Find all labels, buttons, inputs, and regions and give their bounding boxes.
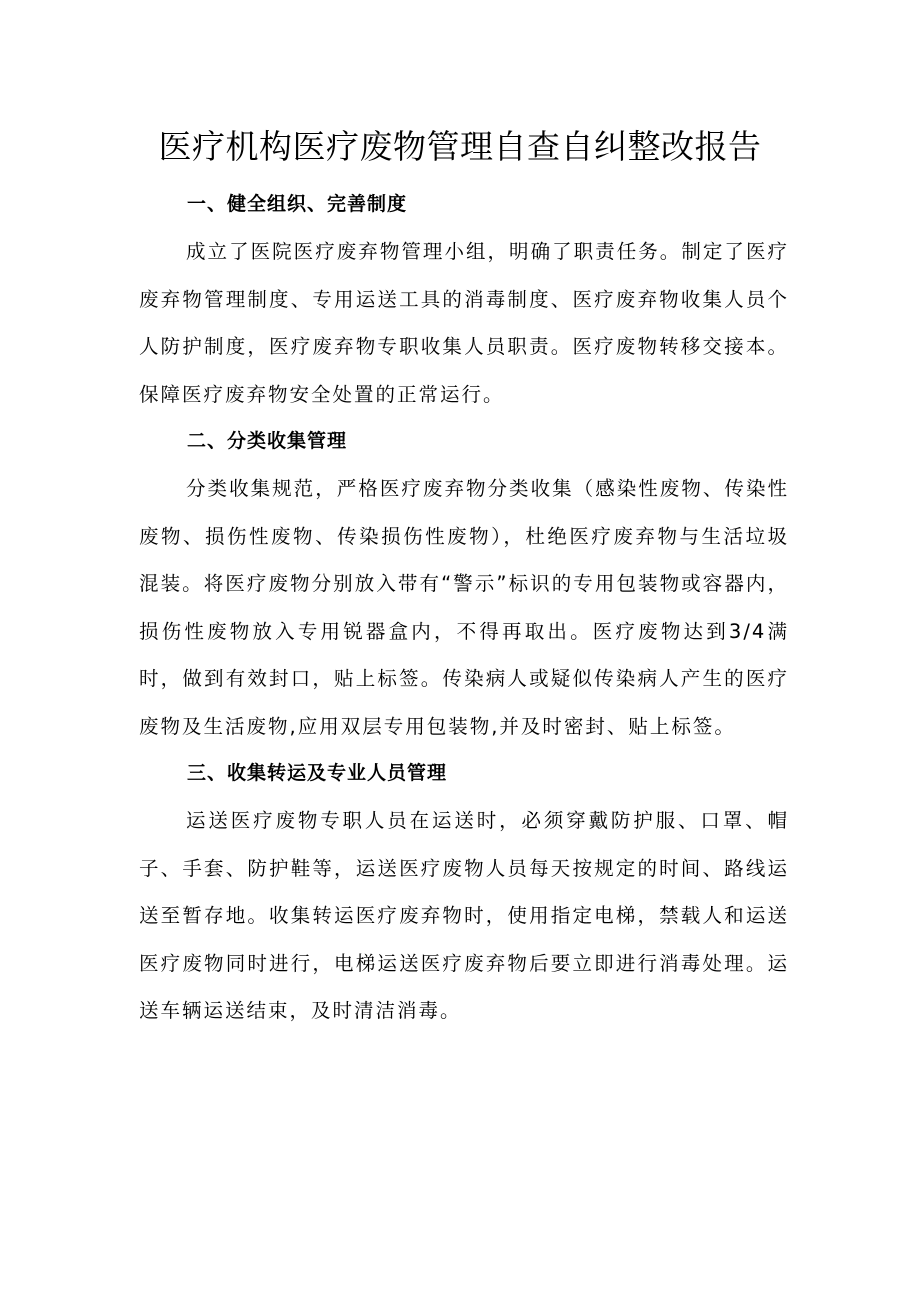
section-heading: 一、健全组织、完善制度 <box>187 193 408 215</box>
document-title: 医疗机构医疗废物管理自查自纠整改报告 <box>158 127 762 166</box>
section-heading: 三、收集转运及专业人员管理 <box>187 762 448 784</box>
section-heading: 二、分类收集管理 <box>187 430 348 452</box>
section-organization <box>139 181 789 418</box>
section-classification <box>139 418 789 750</box>
section-paragraph: 成立了医院医疗废弃物管理小组，明确了职责任务。制定了医疗废弃物管理制度、专用运送工具的消毒制度、医疗废弃物收集人员个人防护制度，医疗废弃物专职收集人员职责。医疗废物转移交接本。保障医疗废弃物安全处置的正常运行。 <box>139 240 789 406</box>
section-transport <box>139 750 789 1035</box>
document-body <box>139 181 789 1035</box>
section-paragraph: 运送医疗废物专职人员在运送时，必须穿戴防护服、口罩、帽子、手套、防护鞋等，运送医疗废物人员每天按规定的时间、路线运送至暂存地。收集转运医疗废弃物时，使用指定电梯，禁载人和运送医疗废物同时进行，电梯运送医疗废弃物后要立即进行消毒处理。运送车辆运送结束，及时清洁消毒。 <box>139 809 789 1022</box>
section-paragraph: 分类收集规范，严格医疗废弃物分类收集（感染性废物、传染性废物、损伤性废物、传染损伤性废物），杜绝医疗废弃物与生活垃圾混装。将医疗废物分别放入带有“警示”标识的专用包装物或容器内，损伤性废物放入专用锐器盒内，不得再取出。医疗废物达到3/4满时，做到有效封口，贴上标签。传染病人或疑似传染病人产生的医疗废物及生活废物,应用双层专用包装物,并及时密封、贴上标签。 <box>139 477 789 738</box>
